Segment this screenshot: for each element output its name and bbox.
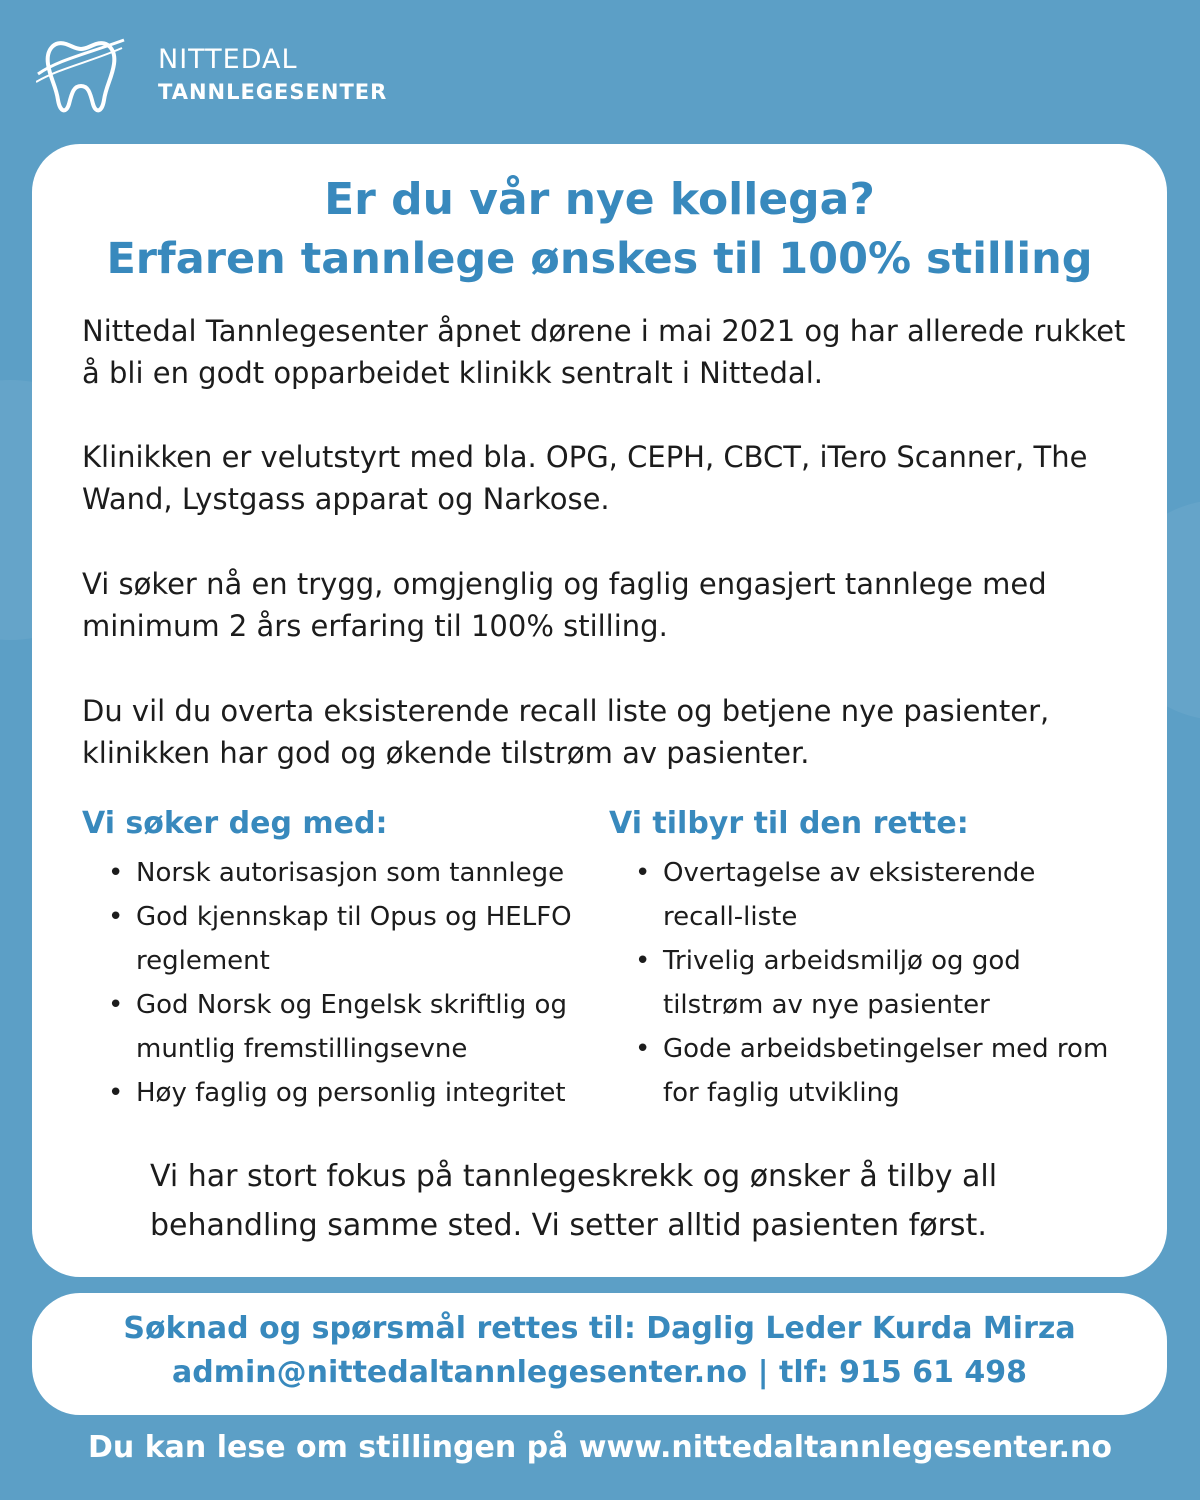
list-item: [635, 851, 1109, 939]
list-item-text: God Norsk og Engelsk skriftlig og muntlig fremstillingsevne: [136, 990, 567, 1064]
seeking-paragraph: Vi søker nå en trygg, omgjenglig og faglig engasjert tannlege med minimum 2 års erfaring til 100% stilling.: [82, 567, 1047, 643]
tooth-logo-icon: [36, 34, 126, 118]
requirements-section: [82, 806, 582, 1115]
contact-person: Søknad og spørsmål rettes til: Daglig Leder Kurda Mirza: [123, 1311, 1076, 1346]
list-item-text: God kjennskap til Opus og HELFO reglement: [136, 902, 572, 976]
bullet-icon: •: [635, 946, 651, 976]
website-footer[interactable]: Du kan lese om stillingen på www.nittedaltannlegesenter.no: [88, 1430, 1112, 1465]
list-item: [635, 1027, 1109, 1115]
equipment-paragraph: Klinikken er velutstyrt med bla. OPG, CEPH, CBCT, iTero Scanner, The Wand, Lystgass apparat og Narkose.: [82, 440, 1088, 516]
list-item: [635, 939, 1109, 1027]
bullet-icon: •: [108, 902, 124, 932]
list-item-text: Trivelig arbeidsmiljø og god tilstrøm av nye pasienter: [663, 946, 1021, 1020]
intro-paragraph: Nittedal Tannlegesenter åpnet dørene i mai 2021 og har allerede rukket å bli en godt opparbeidet klinikk sentralt i Nittedal.: [82, 314, 1126, 390]
patients-paragraph: Du vil du overta eksisterende recall liste og betjene nye pasienter, klinikken har god og økende tilstrøm av pasienter.: [82, 694, 1050, 770]
list-item-text: Gode arbeidsbetingelser med rom for faglig utvikling: [663, 1034, 1109, 1108]
bullet-icon: •: [635, 858, 651, 888]
bullet-icon: •: [108, 858, 124, 888]
offers-list: [609, 851, 1109, 1115]
contact-email-phone[interactable]: admin@nittedaltannlegesenter.no | tlf: 915 61 498: [171, 1355, 1027, 1390]
job-ad-card: [32, 144, 1167, 1277]
list-item: [108, 895, 582, 983]
requirements-heading: Vi søker deg med:: [82, 806, 388, 841]
offers-section: [609, 806, 1109, 1115]
list-item: [108, 983, 582, 1071]
bullet-icon: •: [108, 990, 124, 1020]
contact-box: [32, 1293, 1167, 1415]
headline-question: Er du vår nye kollega?: [324, 174, 875, 225]
list-item-text: Norsk autorisasjon som tannlege: [136, 858, 565, 888]
brand-name-line-2: TANNLEGESENTER: [158, 80, 388, 104]
headline-position: Erfaren tannlege ønskes til 100% stilling: [106, 234, 1093, 284]
requirements-list: [82, 851, 582, 1115]
bullet-icon: •: [635, 1034, 651, 1064]
brand-name-line-1: NITTEDAL: [158, 44, 298, 75]
offers-heading: Vi tilbyr til den rette:: [609, 806, 969, 841]
list-item-text: Overtagelse av eksisterende recall-liste: [663, 858, 1036, 932]
closing-paragraph: Vi har stort fokus på tannlegeskrekk og ønsker å tilby all behandling samme sted. Vi setter alltid pasienten først.: [150, 1159, 998, 1243]
list-item-text: Høy faglig og personlig integritet: [136, 1078, 566, 1108]
list-item: [108, 851, 582, 895]
list-item: [108, 1071, 582, 1115]
bullet-icon: •: [108, 1078, 124, 1108]
